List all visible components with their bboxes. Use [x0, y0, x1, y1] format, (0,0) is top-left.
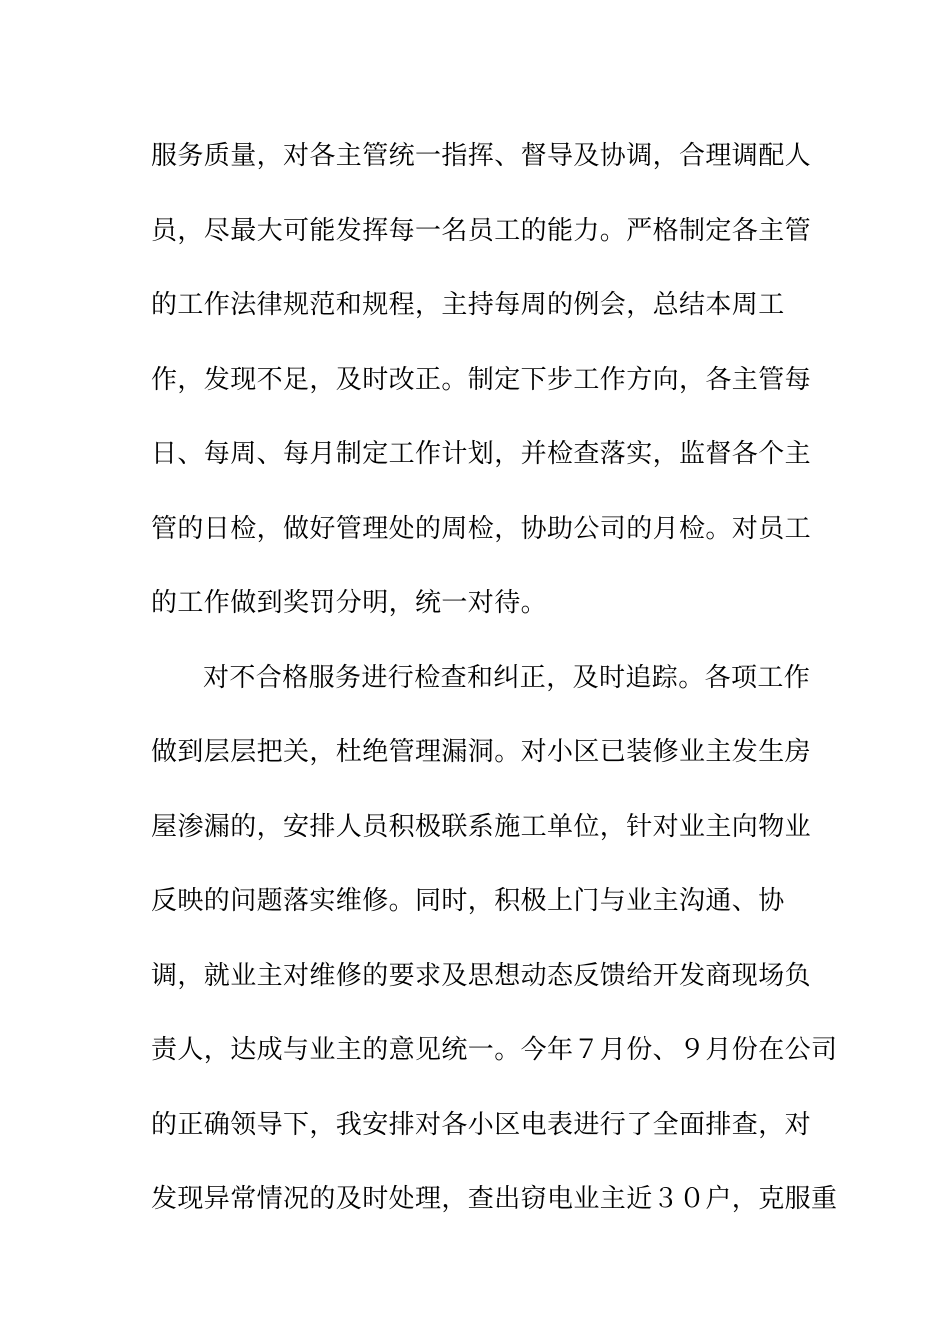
text-line: 的工作法律规范和规程，主持每周的例会，总结本周工 [151, 290, 785, 320]
text-line: 日、每周、每月制定工作计划，并检查落实，监督各个主 [151, 439, 812, 469]
text-line: 责人，达成与业主的意见统一。今年７月份、９月份在公司 [151, 1035, 838, 1065]
document-body [151, 130, 838, 1248]
text-line: 的正确领导下，我安排对各小区电表进行了全面排查，对 [151, 1109, 812, 1140]
text-line: 管的日检，做好管理处的周检，协助公司的月检。对员工 [151, 513, 812, 544]
text-line: 屋渗漏的，安排人员积极联系施工单位，针对业主向物业 [151, 811, 812, 842]
text-line: 的工作做到奖罚分明，统一对待。 [151, 588, 548, 618]
text-line: 作，发现不足，及时改正。制定下步工作方向，各主管每 [151, 364, 812, 395]
text-line: 服务质量，对各主管统一指挥、督导及协调，合理调配人 [151, 141, 812, 171]
text-line: 调，就业主对维修的要求及思想动态反馈给开发商现场负 [151, 960, 812, 991]
text-line: 反映的问题落实维修。同时，积极上门与业主沟通、协 [151, 886, 785, 916]
text-line: 员，尽最大可能发挥每一名员工的能力。严格制定各主管 [151, 215, 812, 246]
paragraph-start-line: 对不合格服务进行检查和纠正，及时追踪。各项工作 [203, 662, 811, 693]
text-line: 发现异常情况的及时处理，查出窃电业主近３０户，克服重 [151, 1184, 838, 1214]
text-line: 做到层层把关，杜绝管理漏洞。对小区已装修业主发生房 [151, 737, 812, 767]
